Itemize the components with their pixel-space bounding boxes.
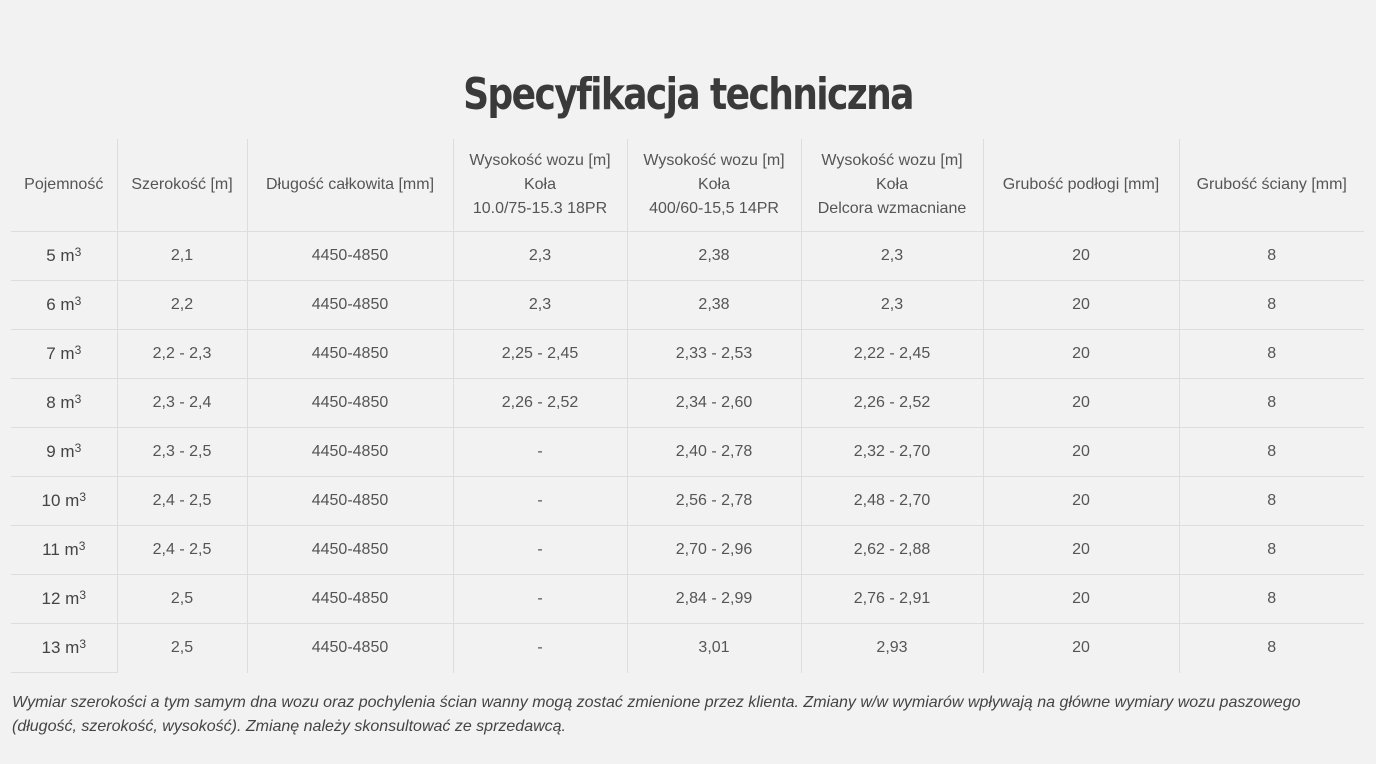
table-cell: 4450-4850 [247, 281, 453, 330]
table-cell: 8 [1179, 526, 1364, 575]
table-cell: 2,93 [801, 624, 983, 673]
table-cell: 20 [983, 281, 1179, 330]
capacity-value: 13 [41, 638, 61, 657]
column-header-line: Koła [523, 176, 557, 193]
capacity-value: 9 [46, 442, 56, 461]
capacity-unit: m [60, 393, 75, 412]
table-cell: 2,33 - 2,53 [627, 330, 801, 379]
table-cell: 2,5 [117, 624, 247, 673]
table-cell: 8 [1179, 624, 1364, 673]
table-cell: 2,70 - 2,96 [627, 526, 801, 575]
table-cell: 2,38 [627, 281, 801, 330]
table-cell: 2,1 [117, 232, 247, 281]
capacity-unit-exponent: 3 [79, 490, 86, 504]
capacity-unit-exponent: 3 [79, 637, 86, 651]
table-row [11, 428, 1364, 477]
table-row [11, 575, 1364, 624]
table-cell: 2,3 [453, 232, 627, 281]
capacity-cell [11, 526, 117, 575]
capacity-unit: m [60, 246, 75, 265]
table-cell: 2,56 - 2,78 [627, 477, 801, 526]
column-header-line: Szerokość [m] [131, 176, 233, 193]
column-header [247, 139, 453, 232]
table-cell: 2,26 - 2,52 [453, 379, 627, 428]
table-cell: 2,3 [801, 232, 983, 281]
capacity-cell [11, 379, 117, 428]
capacity-unit-exponent: 3 [74, 392, 82, 406]
capacity-unit-exponent: 3 [79, 588, 86, 602]
table-cell: - [453, 575, 627, 624]
table-cell: 2,3 [453, 281, 627, 330]
capacity-value: 11 [42, 540, 60, 559]
capacity-cell [11, 330, 117, 379]
column-header-line: Wysokość wozu [m] [643, 152, 785, 169]
capacity-cell [11, 575, 117, 624]
capacity-value: 10 [41, 491, 61, 510]
table-cell: 4450-4850 [247, 330, 453, 379]
table-cell: 8 [1179, 232, 1364, 281]
table-cell: - [453, 428, 627, 477]
table-cell: 4450-4850 [247, 232, 453, 281]
table-cell: 20 [983, 232, 1179, 281]
table-cell: 2,26 - 2,52 [801, 379, 983, 428]
table-row [11, 379, 1364, 428]
table-cell: 20 [983, 330, 1179, 379]
table-cell: 2,22 - 2,45 [801, 330, 983, 379]
capacity-value: 8 [46, 393, 56, 412]
column-header-line: Grubość podłogi [mm] [1002, 176, 1160, 193]
table-cell: 20 [983, 526, 1179, 575]
table-cell: 4450-4850 [247, 379, 453, 428]
table-row [11, 624, 1364, 673]
column-header-line: Koła [875, 176, 909, 193]
capacity-value: 6 [46, 295, 56, 314]
table-cell: 4450-4850 [247, 624, 453, 673]
table-cell: 2,3 [801, 281, 983, 330]
table-cell: 4450-4850 [247, 575, 453, 624]
table-cell: 20 [983, 428, 1179, 477]
table-cell: 2,48 - 2,70 [801, 477, 983, 526]
table-cell: 20 [983, 575, 1179, 624]
capacity-cell [11, 232, 117, 281]
column-header-line: Pojemność [24, 176, 104, 193]
table-cell: 2,2 - 2,3 [117, 330, 247, 379]
table-cell: 2,76 - 2,91 [801, 575, 983, 624]
table-cell: 20 [983, 624, 1179, 673]
column-header-line: Wysokość wozu [m] [821, 152, 963, 169]
capacity-unit: m [60, 295, 75, 314]
capacity-value: 12 [41, 589, 61, 608]
table-cell: 4450-4850 [247, 477, 453, 526]
table-cell: 2,25 - 2,45 [453, 330, 627, 379]
footnote: Wymiar szerokości a tym samym dna wozu oraz pochylenia ścian wanny mogą zostać zmienione przez klienta. Zmiany w/w wymiarów wpływają na główne wymiary wozu paszowego (długość, szerokość, wysokość). Zmianę należy skonsultować ze sprzedawcą. [12, 694, 1301, 735]
table-cell: 2,3 - 2,5 [117, 428, 247, 477]
capacity-cell [11, 428, 117, 477]
page-title: Specyfikacja techniczna [463, 69, 913, 120]
capacity-unit: m [60, 344, 75, 363]
table-row [11, 330, 1364, 379]
column-header-line: Długość całkowita [mm] [265, 176, 435, 193]
table-cell: 2,32 - 2,70 [801, 428, 983, 477]
table-body [11, 232, 1364, 673]
column-header [1179, 139, 1364, 232]
column-header [627, 139, 801, 232]
column-header-line: 10.0/75-15.3 18PR [472, 200, 608, 217]
column-header [117, 139, 247, 232]
capacity-unit: m [65, 638, 80, 657]
column-header [11, 139, 117, 232]
column-header [801, 139, 983, 232]
table-cell: - [453, 526, 627, 575]
table-cell: - [453, 477, 627, 526]
table-cell: 2,2 [117, 281, 247, 330]
table-cell: 2,40 - 2,78 [627, 428, 801, 477]
column-header-line: Wysokość wozu [m] [469, 152, 611, 169]
capacity-unit: m [65, 491, 80, 510]
column-header [453, 139, 627, 232]
table-cell: 2,4 - 2,5 [117, 477, 247, 526]
table-cell: 4450-4850 [247, 428, 453, 477]
table-row [11, 477, 1364, 526]
capacity-cell [11, 281, 117, 330]
table-cell: 2,38 [627, 232, 801, 281]
table-cell: 2,84 - 2,99 [627, 575, 801, 624]
column-header-line: Koła [697, 176, 731, 193]
table-cell: 2,5 [117, 575, 247, 624]
table-cell: 3,01 [627, 624, 801, 673]
table-cell: 20 [983, 477, 1179, 526]
capacity-cell [11, 624, 117, 673]
capacity-value: 5 [46, 246, 56, 265]
capacity-unit-exponent: 3 [74, 343, 82, 357]
table-row [11, 526, 1364, 575]
spec-table [11, 139, 1364, 673]
table-cell: 2,62 - 2,88 [801, 526, 983, 575]
table-cell: 8 [1179, 281, 1364, 330]
capacity-unit: m [64, 540, 79, 559]
table-cell: 20 [983, 379, 1179, 428]
table-header-row [11, 139, 1364, 232]
capacity-unit-exponent: 3 [74, 441, 82, 455]
table-cell: 8 [1179, 428, 1364, 477]
table-cell: 4450-4850 [247, 526, 453, 575]
table-cell: 8 [1179, 575, 1364, 624]
table-row [11, 232, 1364, 281]
capacity-unit: m [65, 589, 80, 608]
capacity-unit-exponent: 3 [78, 539, 86, 553]
capacity-unit-exponent: 3 [74, 245, 82, 259]
table-row [11, 281, 1364, 330]
table-cell: 8 [1179, 477, 1364, 526]
capacity-unit: m [60, 442, 75, 461]
column-header [983, 139, 1179, 232]
capacity-value: 7 [46, 344, 56, 363]
column-header-line: Grubość ściany [mm] [1196, 176, 1347, 193]
table-cell: 8 [1179, 379, 1364, 428]
column-header-line: 400/60-15,5 14PR [649, 200, 779, 217]
table-cell: - [453, 624, 627, 673]
capacity-unit-exponent: 3 [74, 294, 82, 308]
column-header-line: Delcora wzmacniane [817, 200, 967, 217]
table-cell: 8 [1179, 330, 1364, 379]
capacity-cell [11, 477, 117, 526]
table-cell: 2,3 - 2,4 [117, 379, 247, 428]
table-cell: 2,34 - 2,60 [627, 379, 801, 428]
table-cell: 2,4 - 2,5 [117, 526, 247, 575]
